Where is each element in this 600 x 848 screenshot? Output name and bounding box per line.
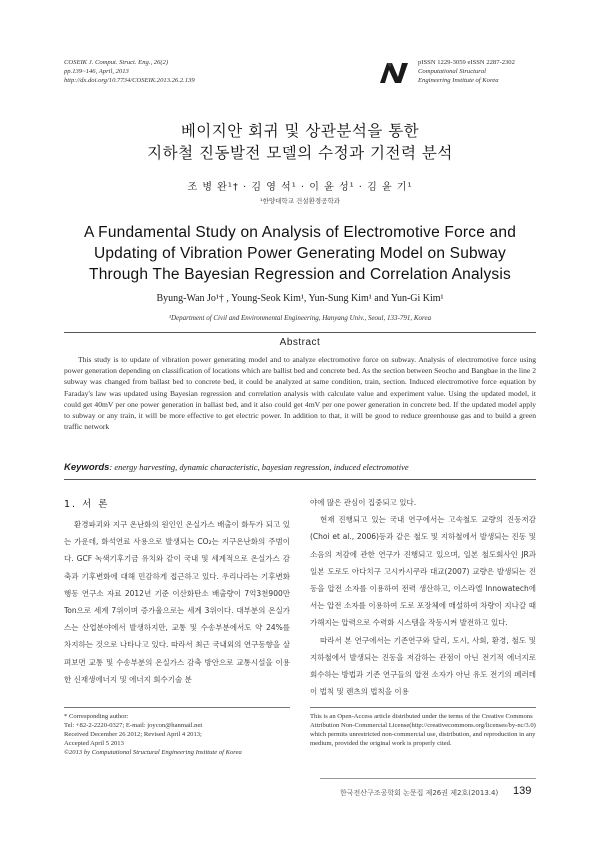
footnote-left [64, 712, 242, 757]
journal-name: COSEIK J. Comput. Struct. Eng., 26(2) [64, 59, 169, 66]
keywords-label: Keywords [64, 462, 110, 473]
column-right [310, 494, 536, 700]
affiliation-english: ¹Department of Civil and Environmental Engineering, Hanyang Univ., Seoul, 133-791, Korea [168, 314, 432, 322]
section-heading-introduction: 1. 서 론 [64, 499, 110, 510]
page-number: 139 [513, 785, 532, 797]
csek-logo-icon [378, 61, 410, 85]
copyright: ©2013 by Computational Structural Engineering Institute of Korea [64, 749, 242, 756]
open-access-notice: This is an Open-Access article distributed under the terms of the Creative Commons Attribution Non-Commercial License(http://creativecommons.org/licenses/by-nc/3.0) which permits unrestricted non-commercial use, distribution, and reproduction in any medium, provided the original work is properly cited. [310, 713, 536, 747]
abstract-text: This study is to update of vibration power generating model and to analyze electromotive force on subway. Analysis of electromotive force using power generation depending on classification of locations which are ballist bed and concrete bed. As the section between Seocho and Bangbae in the line 2 subway was changed from ballast bed to concrete bed, it could be analyzed at same condition, train, section. Induced electromotive force equation by Faraday's law was updated using Bayesian regression and correlation analysis with calculate value and experiment value. Using the updated model, it could get 40mV per one power generation in ballast bed, and it also could get 4mV per one power generation in concrete bed. If the updated model apply to subway or any train, it will be more effective to get electric power. In addition to that, it will be good to reduce greenhouse gas and to build a green traffic network [64, 355, 536, 432]
abstract-bottom-rule [64, 479, 536, 480]
keywords [64, 462, 536, 473]
corresponding-author: * Corresponding author: [64, 713, 129, 720]
footer-journal: 한국전산구조공학회 논문집 제26권 제2호(2013.4) [340, 789, 499, 797]
title-english-line3: Through The Bayesian Regression and Correlation Analysis [89, 266, 511, 283]
paragraph: 따라서 본 연구에서는 기존연구와 달리, 도시, 사회, 환경, 철도 및 지하철에서 발생되는 진동을 저감하는 관점이 아닌 전기적 에너지로 회수하는 방법과 기존 연구들의 압전 소자가 아닌 유도 전기의 페러데이 법칙 및 렌츠의 법칙을 이용 [310, 635, 536, 697]
paragraph: 환경파괴와 지구 온난화의 원인인 온실가스 배출이 화두가 되고 있는 가운데, 화석연료 사용으로 발생되는 CO₂는 지구온난화의 주범이다. GCF 녹색기후기금 유치와 같이 국내 및 세계적으로 온실가스 감축과 기후변화에 대해 민감하게 접근하고 있다. 우리나라는 기후변화행동 연구소 자료 2012년 기준 이산화탄소 배출량이 7억3천900만 Ton으로 세계 7위이며 증가율으로는 세계 3위이다. 대부분의 온실가스는 산업분야에서 발생하지만, 교통 및 수송부분에서도 약 24%를 차지하는 것으로 나타나고 있다. 따라서 최근 국내외의 연구동향을 살펴보면 교통 및 수송부분의 온실가스 감축 방안으로 교통시설을 이용한 신재생에너지 및 에너지 회수기술 분 [64, 520, 290, 684]
paragraph: 야에 많은 관심이 집중되고 있다. [310, 498, 417, 507]
authors-korean: 조 병 완¹† · 김 영 석¹ · 이 윤 성¹ · 김 윤 기¹ [187, 182, 413, 193]
column-left [64, 516, 290, 688]
abstract-top-rule [64, 332, 536, 333]
journal-citation [64, 58, 195, 85]
authors-english: Byung-Wan Jo¹† , Young-Seok Kim¹, Yun-Sung Kim¹ and Yun-Gi Kim¹ [156, 293, 444, 304]
title-korean-line2: 지하철 진동발전 모델의 수정과 기전력 분석 [147, 144, 453, 162]
publisher-line2: Engineering Institute of Korea [418, 77, 499, 84]
affiliation-korean: ¹한양대학교 건설환경공학과 [259, 197, 341, 205]
issn: pISSN 1229-3059 eISSN 2287-2302 [418, 59, 515, 66]
accepted-date: Accepted April 5 2013 [64, 740, 124, 747]
doi-link[interactable]: http://dx.doi.org/10.7734/COSEIK.2013.26.2.139 [64, 77, 195, 84]
abstract-heading: Abstract [279, 337, 321, 348]
publisher-line1: Computational Structural [418, 68, 486, 75]
title-korean [0, 120, 600, 164]
contact-info: Tel: +82-2-2220-0327; E-mail: joycon@hanmail.net [64, 722, 203, 729]
journal-pages: pp.139~146, April, 2013 [64, 68, 129, 75]
footnote-rule-right [310, 707, 536, 708]
issn-block [418, 58, 515, 85]
paragraph: 현재 진행되고 있는 국내 연구에서는 고속철도 교량의 진동저감(Choi et al., 2006)등과 같은 철도 및 지하철에서 발생되는 진동 및 소음의 저감에 관한 연구가 진행되고 있으며, 일본 철도회사인 JR과 일본 도로도 아다치구 고시카시쿠라 대교(2007) 교량은 발생되는 진동을 압전 소자를 이용하여 전력 생산하고, 이스라엘 Innowatech에서는 압전 소자를 이용하여 도로 포장체에 매설하여 차량이 지나갈 때 가해지는 압력으로 수력화 시스템을 작동시켜 발전하고 있다. [310, 515, 536, 628]
title-english-line2: Updating of Vibration Power Generating Model on Subway [93, 245, 507, 262]
footnote-rule-left [64, 707, 290, 708]
title-english-line1: A Fundamental Study on Analysis of Electromotive Force and [83, 224, 517, 241]
title-english [0, 222, 600, 285]
footer-rule [320, 778, 536, 779]
title-korean-line1: 베이지안 회귀 및 상관분석을 통한 [180, 122, 420, 140]
received-dates: Received December 26 2012; Revised April 4 2013; [64, 731, 202, 738]
keywords-list: : energy harvesting, dynamic characteristic, bayesian regression, induced electromotive [109, 462, 409, 472]
